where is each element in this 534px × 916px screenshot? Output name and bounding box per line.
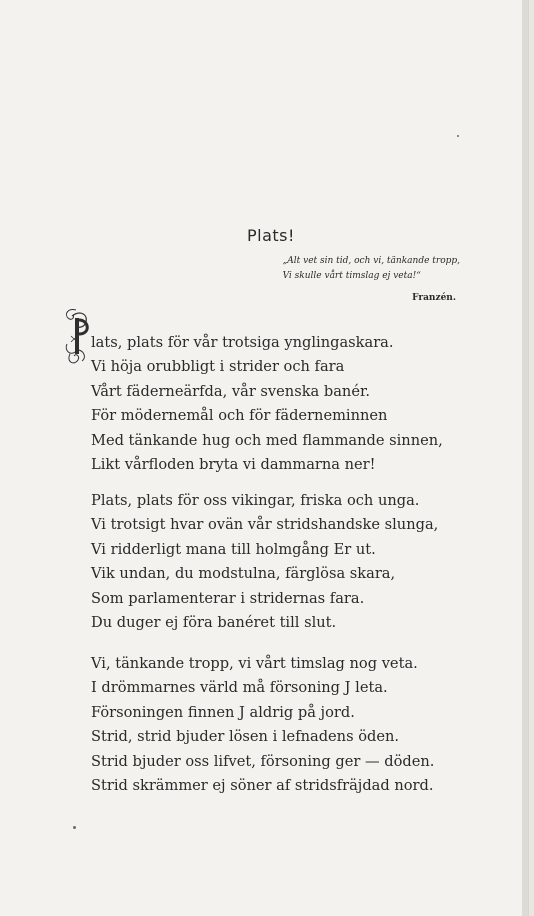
epigraph-line-1: „Alt vet sin tid, och vi, tänkande tropp, (282, 256, 460, 266)
epigraph (283, 254, 460, 284)
poem-line: Vi ridderligt mana till holmgång Er ut. (91, 540, 376, 558)
poem-line: Strid skrämmer ej söner af stridsfräjdad nord. (91, 777, 434, 795)
stanza-1 (91, 331, 491, 477)
poem-line: Vi, tänkande tropp, vi vårt timslag nog veta. (91, 655, 418, 672)
poem-line: Vik undan, du modstulna, färglösa skara, (91, 565, 396, 583)
poem-line: Strid, strid bjuder lösen i lefnadens öden. (91, 728, 400, 746)
stanza-3 (91, 652, 491, 798)
epigraph-line-2: Vi skulle vårt timslag ej veta!“ (282, 271, 421, 281)
page-edge (522, 0, 528, 916)
epigraph-author: Franzén. (412, 293, 456, 303)
paper-speck (457, 135, 459, 137)
stanza-2 (91, 489, 491, 635)
poem-line: Likt vårfloden bryta vi dammarna ner! (91, 456, 376, 474)
poem-line: För mödernemål och för fäderneminnen (91, 407, 388, 425)
poem-line: Vårt fäderneärfda, vår svenska banér. (91, 382, 370, 400)
poem-line: Vi höja orubbligt i strider och fara (91, 358, 345, 376)
poem-line: lats, plats för vår trotsiga ynglingaskara. (91, 334, 394, 351)
poem-line: Vi trotsigt hvar ovän vår stridshandske slunga, (91, 516, 439, 534)
ornamental-drop-cap (62, 306, 92, 368)
poem-line: I drömmarnes värld må försoning J leta. (91, 679, 388, 697)
poem-line: Strid bjuder oss lifvet, försoning ger — döden. (91, 752, 435, 770)
poem-line: Med tänkande hug och med flammande sinnen, (91, 431, 443, 449)
poem-line: Du duger ej föra banéret till slut. (91, 614, 337, 632)
poem-line: Som parlamenterar i stridernas fara. (91, 589, 365, 607)
poem-line: Försoningen finnen J aldrig på jord. (91, 703, 355, 721)
poem-line: Plats, plats för oss vikingar, friska och unga. (91, 492, 420, 509)
paper-speck (73, 826, 76, 829)
poem-title: Plats! (247, 226, 295, 245)
